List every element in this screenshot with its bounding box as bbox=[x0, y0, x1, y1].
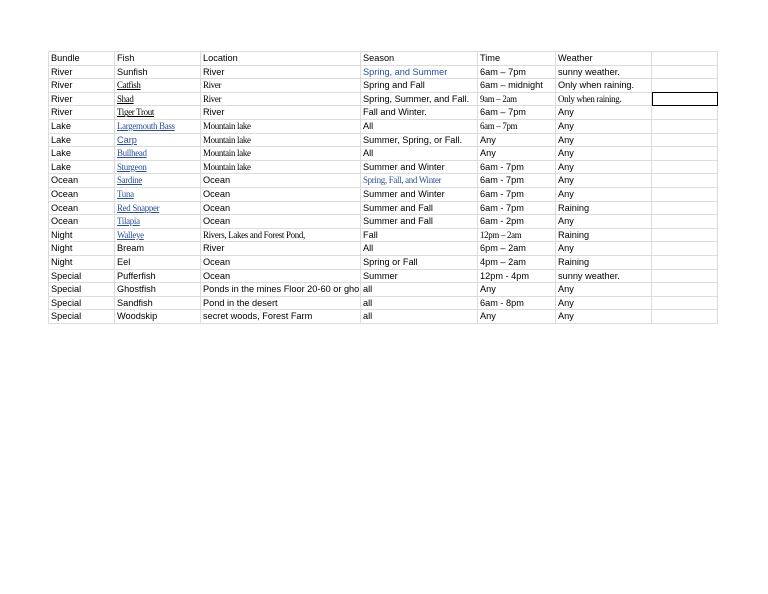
cell-time[interactable]: Any bbox=[478, 310, 556, 324]
cell-location[interactable]: Mountain lake bbox=[201, 119, 361, 133]
cell-extra[interactable] bbox=[652, 160, 718, 174]
cell-location[interactable]: Mountain lake bbox=[201, 133, 361, 147]
cell-bundle[interactable]: Lake bbox=[49, 160, 115, 174]
cell-location[interactable]: Pond in the desert bbox=[201, 296, 361, 310]
cell-fish[interactable]: Sunfish bbox=[115, 65, 201, 79]
cell-time[interactable]: 6am - 7pm bbox=[478, 187, 556, 201]
cell-extra[interactable] bbox=[652, 187, 718, 201]
cell-extra[interactable] bbox=[652, 133, 718, 147]
cell-fish[interactable]: Sturgeon bbox=[115, 160, 201, 174]
cell-season[interactable]: Fall bbox=[361, 228, 478, 242]
table-row bbox=[49, 269, 718, 283]
cell-extra[interactable] bbox=[652, 174, 718, 188]
header-cell-empty[interactable] bbox=[652, 52, 718, 66]
header-cell-weather[interactable]: Weather bbox=[556, 52, 652, 66]
cell-season[interactable]: Summer, Spring, or Fall. bbox=[361, 133, 478, 147]
cell-fish[interactable]: Largemouth Bass bbox=[115, 119, 201, 133]
cell-weather[interactable]: Any bbox=[556, 174, 652, 188]
cell-season[interactable]: All bbox=[361, 119, 478, 133]
table-row bbox=[49, 187, 718, 201]
cell-time[interactable]: 6am – 7pm bbox=[478, 65, 556, 79]
cell-season[interactable]: all bbox=[361, 310, 478, 324]
table-row bbox=[49, 92, 718, 106]
cell-weather[interactable]: Any bbox=[556, 133, 652, 147]
cell-extra[interactable] bbox=[652, 228, 718, 242]
cell-time[interactable]: 6am - 2pm bbox=[478, 215, 556, 229]
table-row bbox=[49, 215, 718, 229]
cell-time[interactable]: 4pm – 2am bbox=[478, 255, 556, 269]
cell-weather[interactable]: Any bbox=[556, 215, 652, 229]
cell-bundle[interactable]: River bbox=[49, 106, 115, 120]
cell-weather[interactable]: Any bbox=[556, 119, 652, 133]
cell-location[interactable]: Ocean bbox=[201, 215, 361, 229]
cell-fish[interactable]: Pufferfish bbox=[115, 269, 201, 283]
cell-bundle[interactable]: Lake bbox=[49, 147, 115, 161]
cell-weather[interactable]: Any bbox=[556, 283, 652, 297]
header-cell-time[interactable]: Time bbox=[478, 52, 556, 66]
cell-fish[interactable]: Red Snapper bbox=[115, 201, 201, 215]
table-row bbox=[49, 283, 718, 297]
cell-bundle[interactable]: Ocean bbox=[49, 201, 115, 215]
cell-time[interactable]: 12pm - 4pm bbox=[478, 269, 556, 283]
cell-fish[interactable]: Bullhead bbox=[115, 147, 201, 161]
cell-fish[interactable]: Tuna bbox=[115, 187, 201, 201]
cell-extra[interactable] bbox=[652, 106, 718, 120]
table-row bbox=[49, 133, 718, 147]
table-row bbox=[49, 119, 718, 133]
cell-fish[interactable]: Sandfish bbox=[115, 296, 201, 310]
table-row bbox=[49, 65, 718, 79]
cell-time[interactable]: 6am – midnight bbox=[478, 79, 556, 93]
header-cell-season[interactable]: Season bbox=[361, 52, 478, 66]
cell-extra[interactable] bbox=[652, 255, 718, 269]
table-row bbox=[49, 79, 718, 93]
cell-fish[interactable]: Tilapia bbox=[115, 215, 201, 229]
cell-season[interactable]: Summer and Winter bbox=[361, 187, 478, 201]
cell-location[interactable]: secret woods, Forest Farm bbox=[201, 310, 361, 324]
cell-time[interactable]: 12pm – 2am bbox=[478, 228, 556, 242]
table-row bbox=[49, 296, 718, 310]
cell-extra[interactable] bbox=[652, 147, 718, 161]
cell-location[interactable]: River bbox=[201, 79, 361, 93]
cell-time[interactable]: 6am - 7pm bbox=[478, 174, 556, 188]
cell-fish[interactable]: Tiger Trout bbox=[115, 106, 201, 120]
cell-season[interactable]: Summer and Fall bbox=[361, 215, 478, 229]
table-row bbox=[49, 147, 718, 161]
cell-season[interactable]: all bbox=[361, 283, 478, 297]
cell-extra[interactable] bbox=[652, 296, 718, 310]
cell-season[interactable]: Fall and Winter. bbox=[361, 106, 478, 120]
table-row bbox=[49, 106, 718, 120]
cell-bundle[interactable]: River bbox=[49, 65, 115, 79]
cell-season[interactable]: all bbox=[361, 296, 478, 310]
cell-bundle[interactable]: Night bbox=[49, 228, 115, 242]
cell-season[interactable]: All bbox=[361, 147, 478, 161]
selected-cell[interactable] bbox=[652, 92, 718, 106]
cell-weather[interactable]: Any bbox=[556, 296, 652, 310]
cell-time[interactable]: 6am - 7pm bbox=[478, 201, 556, 215]
header-cell-location[interactable]: Location bbox=[201, 52, 361, 66]
cell-bundle[interactable]: Special bbox=[49, 296, 115, 310]
table-row bbox=[49, 201, 718, 215]
cell-weather[interactable]: Any bbox=[556, 106, 652, 120]
cell-time[interactable]: 9am – 2am bbox=[478, 92, 556, 106]
cell-bundle[interactable]: Lake bbox=[49, 119, 115, 133]
cell-location[interactable]: Ocean bbox=[201, 269, 361, 283]
cell-location[interactable]: Ponds in the mines Floor 20-60 or gho bbox=[201, 283, 361, 297]
cell-time[interactable]: 6pm – 2am bbox=[478, 242, 556, 256]
cell-weather[interactable]: sunny weather. bbox=[556, 269, 652, 283]
cell-season[interactable]: Spring, Fall, and Winter bbox=[361, 174, 478, 188]
cell-time[interactable]: 6am - 7pm bbox=[478, 160, 556, 174]
cell-season[interactable]: Summer and Fall bbox=[361, 201, 478, 215]
table-body bbox=[49, 52, 718, 324]
cell-location[interactable]: Ocean bbox=[201, 174, 361, 188]
cell-weather[interactable]: Only when raining. bbox=[556, 92, 652, 106]
cell-season[interactable]: Summer and Winter bbox=[361, 160, 478, 174]
cell-extra[interactable] bbox=[652, 201, 718, 215]
cell-bundle[interactable]: Night bbox=[49, 242, 115, 256]
cell-time[interactable]: 6am - 8pm bbox=[478, 296, 556, 310]
cell-time[interactable]: Any bbox=[478, 133, 556, 147]
table-row bbox=[49, 228, 718, 242]
cell-extra[interactable] bbox=[652, 242, 718, 256]
cell-bundle[interactable]: Special bbox=[49, 283, 115, 297]
cell-weather[interactable]: Only when raining. bbox=[556, 79, 652, 93]
cell-location[interactable]: River bbox=[201, 92, 361, 106]
cell-weather[interactable]: Any bbox=[556, 310, 652, 324]
cell-bundle[interactable]: River bbox=[49, 92, 115, 106]
cell-fish[interactable]: Sardine bbox=[115, 174, 201, 188]
cell-location[interactable]: Ocean bbox=[201, 201, 361, 215]
cell-fish[interactable]: Walleye bbox=[115, 228, 201, 242]
cell-weather[interactable]: sunny weather. bbox=[556, 65, 652, 79]
cell-bundle[interactable]: River bbox=[49, 79, 115, 93]
cell-season[interactable]: Spring, Summer, and Fall. bbox=[361, 92, 478, 106]
cell-season[interactable]: Spring, and Summer bbox=[361, 65, 478, 79]
cell-location[interactable]: River bbox=[201, 242, 361, 256]
cell-time[interactable]: 6am – 7pm bbox=[478, 106, 556, 120]
cell-time[interactable]: Any bbox=[478, 283, 556, 297]
cell-location[interactable]: Ocean bbox=[201, 255, 361, 269]
cell-weather[interactable]: Raining bbox=[556, 255, 652, 269]
table-row bbox=[49, 255, 718, 269]
cell-fish[interactable]: Shad bbox=[115, 92, 201, 106]
cell-location[interactable]: Mountain lake bbox=[201, 160, 361, 174]
cell-fish[interactable]: Eel bbox=[115, 255, 201, 269]
cell-weather[interactable]: Any bbox=[556, 242, 652, 256]
cell-weather[interactable]: Any bbox=[556, 187, 652, 201]
cell-location[interactable]: River bbox=[201, 65, 361, 79]
header-cell-bundle[interactable]: Bundle bbox=[49, 52, 115, 66]
cell-fish[interactable]: Catfish bbox=[115, 79, 201, 93]
header-cell-fish[interactable]: Fish bbox=[115, 52, 201, 66]
cell-extra[interactable] bbox=[652, 269, 718, 283]
cell-location[interactable]: Mountain lake bbox=[201, 147, 361, 161]
cell-season[interactable]: Spring or Fall bbox=[361, 255, 478, 269]
cell-season[interactable]: Spring and Fall bbox=[361, 79, 478, 93]
cell-bundle[interactable]: Ocean bbox=[49, 187, 115, 201]
table-row bbox=[49, 160, 718, 174]
cell-time[interactable]: Any bbox=[478, 147, 556, 161]
cell-weather[interactable]: Raining bbox=[556, 201, 652, 215]
table-row bbox=[49, 310, 718, 324]
cell-weather[interactable]: Any bbox=[556, 160, 652, 174]
cell-extra[interactable] bbox=[652, 283, 718, 297]
cell-fish[interactable]: Woodskip bbox=[115, 310, 201, 324]
cell-fish[interactable]: Ghostfish bbox=[115, 283, 201, 297]
cell-bundle[interactable]: Special bbox=[49, 310, 115, 324]
spreadsheet-table bbox=[48, 51, 718, 324]
cell-bundle[interactable]: Night bbox=[49, 255, 115, 269]
cell-bundle[interactable]: Ocean bbox=[49, 215, 115, 229]
cell-season[interactable]: All bbox=[361, 242, 478, 256]
cell-extra[interactable] bbox=[652, 79, 718, 93]
cell-location[interactable]: Rivers, Lakes and Forest Pond, bbox=[201, 228, 361, 242]
cell-fish[interactable]: Bream bbox=[115, 242, 201, 256]
cell-bundle[interactable]: Ocean bbox=[49, 174, 115, 188]
header-row bbox=[49, 52, 718, 66]
cell-extra[interactable] bbox=[652, 65, 718, 79]
cell-weather[interactable]: Raining bbox=[556, 228, 652, 242]
cell-weather[interactable]: Any bbox=[556, 147, 652, 161]
cell-location[interactable]: Ocean bbox=[201, 187, 361, 201]
cell-location[interactable]: River bbox=[201, 106, 361, 120]
cell-extra[interactable] bbox=[652, 310, 718, 324]
cell-extra[interactable] bbox=[652, 215, 718, 229]
cell-bundle[interactable]: Special bbox=[49, 269, 115, 283]
table-row bbox=[49, 174, 718, 188]
cell-extra[interactable] bbox=[652, 119, 718, 133]
cell-season[interactable]: Summer bbox=[361, 269, 478, 283]
cell-bundle[interactable]: Lake bbox=[49, 133, 115, 147]
cell-fish[interactable]: Carp bbox=[115, 133, 201, 147]
table-row bbox=[49, 242, 718, 256]
cell-time[interactable]: 6am – 7pm bbox=[478, 119, 556, 133]
